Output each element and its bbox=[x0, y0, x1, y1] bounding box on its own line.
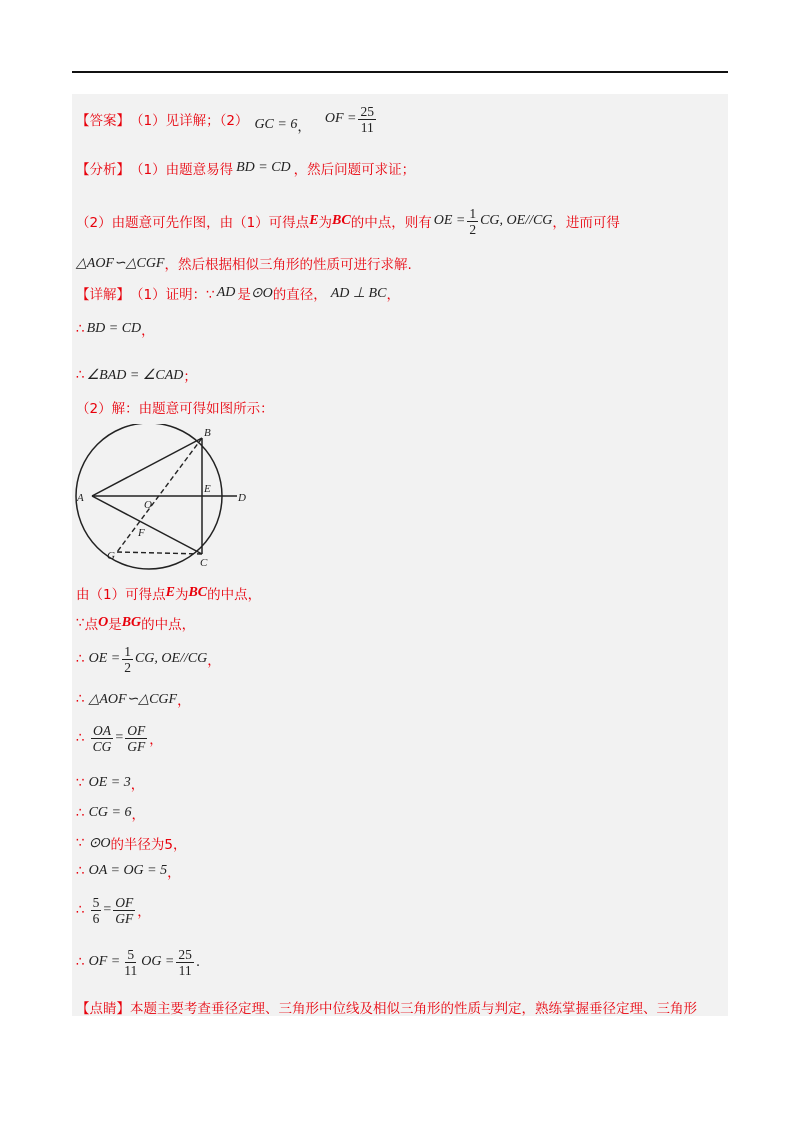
step-1-c: 的中点， bbox=[207, 587, 262, 603]
step-3-half bbox=[122, 644, 133, 675]
because-symbol: ∵ bbox=[76, 615, 85, 631]
because-symbol: ∵ bbox=[76, 835, 85, 851]
detail-solution-intro: （2）解：由题意可得如图所示： bbox=[76, 401, 274, 417]
detail-comma: ， bbox=[141, 323, 155, 339]
label-d: D bbox=[238, 492, 246, 504]
step-1-bc: BC bbox=[188, 585, 208, 600]
step-11-d2: 11 bbox=[178, 962, 192, 978]
step-4 bbox=[76, 688, 191, 710]
therefore-symbol: ∴ bbox=[76, 805, 85, 821]
detail-line-2 bbox=[76, 316, 155, 342]
step-5-d2: GF bbox=[127, 738, 146, 754]
step-2-o: O bbox=[98, 615, 109, 630]
step-10-frac-1 bbox=[91, 895, 102, 926]
comma: ， bbox=[167, 865, 181, 881]
label-f: F bbox=[138, 527, 145, 539]
detail-proof-d: ， bbox=[386, 287, 400, 303]
comment-line bbox=[76, 996, 697, 1018]
period: . bbox=[195, 954, 201, 970]
step-1 bbox=[76, 582, 261, 604]
detail-tag: 【详解】 bbox=[76, 287, 130, 303]
step-3-lhs: OE = bbox=[88, 651, 121, 666]
answer-of-lhs: OF = bbox=[324, 111, 357, 126]
detail-ad: AD bbox=[216, 285, 236, 300]
step-8-circle: ⊙O bbox=[88, 835, 111, 851]
step-2-c: 的中点， bbox=[141, 617, 196, 633]
therefore-symbol: ∴ bbox=[76, 730, 85, 746]
step-5-frac-1 bbox=[91, 723, 114, 754]
analysis-p1-a: （1）由题意易得 bbox=[130, 162, 234, 178]
step-9-oa-og: OA = OG = 5 bbox=[88, 863, 168, 878]
step-10-n1: 5 bbox=[92, 894, 100, 910]
analysis-p2-b: 为 bbox=[318, 215, 333, 231]
step-6-oe: OE = 3 bbox=[88, 775, 131, 790]
geometry-figure bbox=[74, 424, 254, 574]
header-rule bbox=[72, 71, 728, 73]
answer-of-den: 11 bbox=[360, 119, 374, 135]
step-11-frac-2 bbox=[176, 947, 194, 978]
step-5-n2: OF bbox=[127, 722, 146, 738]
step-3-rhs: CG, OE//CG bbox=[134, 651, 208, 666]
segment-ab bbox=[92, 438, 202, 496]
analysis-half-num: 1 bbox=[469, 205, 477, 221]
step-5 bbox=[76, 718, 163, 758]
step-4-similar: △AOF∽△CGF bbox=[88, 691, 178, 707]
segment-bg-dashed bbox=[117, 438, 202, 552]
comma: ， bbox=[149, 732, 163, 748]
analysis-line-3 bbox=[76, 252, 412, 274]
analysis-p2-c: 的中点，则有 bbox=[350, 215, 432, 231]
step-11-mid: OG = bbox=[141, 954, 175, 969]
answer-of-fraction bbox=[358, 104, 376, 135]
step-1-e: E bbox=[165, 585, 175, 600]
step-6 bbox=[76, 772, 144, 794]
comma: ， bbox=[137, 904, 151, 920]
detail-line-1 bbox=[76, 282, 400, 304]
analysis-p2-d: ，进而可得 bbox=[552, 215, 620, 231]
step-11-lhs: OF = bbox=[88, 954, 121, 969]
step-10-d2: GF bbox=[115, 910, 134, 926]
step-8 bbox=[76, 832, 187, 854]
because-symbol: ∵ bbox=[76, 775, 85, 791]
comma: ， bbox=[207, 653, 221, 669]
comment-text: 本题主要考查垂径定理、三角形中位线及相似三角形的性质与判定，熟练掌握垂径定理、三角形 bbox=[130, 1001, 697, 1017]
therefore-symbol: ∴ bbox=[76, 367, 85, 383]
comma: ， bbox=[130, 777, 145, 793]
therefore-symbol: ∴ bbox=[76, 651, 85, 667]
label-g: G bbox=[107, 550, 115, 562]
label-o: O bbox=[144, 499, 152, 511]
step-1-a: 由（1）可得点 bbox=[76, 587, 166, 603]
step-2 bbox=[76, 612, 195, 634]
step-8-radius: 的半径为5， bbox=[110, 837, 187, 853]
step-2-bg: BG bbox=[121, 615, 142, 630]
detail-line-4 bbox=[76, 396, 274, 418]
step-10-n2: OF bbox=[115, 894, 134, 910]
step-11-d1: 11 bbox=[124, 962, 138, 978]
answer-of-num: 25 bbox=[360, 103, 374, 119]
label-b: B bbox=[204, 427, 211, 439]
step-11 bbox=[76, 942, 200, 982]
answer-line bbox=[76, 102, 378, 136]
step-5-d1: CG bbox=[92, 738, 112, 754]
step-3 bbox=[76, 640, 221, 678]
analysis-p2-a: （2）由题意可先作图，由（1）可得点 bbox=[76, 215, 310, 231]
therefore-symbol: ∴ bbox=[76, 954, 85, 970]
analysis-oe-lhs: OE = bbox=[433, 213, 466, 228]
analysis-half-den: 2 bbox=[469, 221, 477, 237]
therefore-symbol: ∴ bbox=[76, 691, 85, 707]
analysis-bc: BC bbox=[332, 213, 351, 228]
label-c: C bbox=[200, 557, 208, 569]
step-9 bbox=[76, 860, 181, 882]
detail-proof-b: 是 bbox=[237, 287, 251, 303]
analysis-arc-eq: BD = CD bbox=[236, 160, 291, 175]
step-11-frac-1 bbox=[122, 947, 139, 978]
step-10-frac-2 bbox=[113, 895, 135, 926]
segment-gc-dashed bbox=[117, 552, 202, 554]
step-3-den: 2 bbox=[124, 659, 131, 675]
analysis-similar: △AOF∽△CGF bbox=[76, 255, 165, 271]
step-10-d1: 6 bbox=[92, 910, 100, 926]
therefore-symbol: ∴ bbox=[76, 902, 85, 918]
analysis-p2-e: ，然后根据相似三角形的性质可进行求解. bbox=[164, 257, 412, 273]
step-10-eq: = bbox=[103, 902, 112, 917]
analysis-line-1 bbox=[76, 154, 415, 182]
step-5-n1: OA bbox=[92, 722, 111, 738]
step-2-b: 是 bbox=[108, 617, 122, 633]
step-5-eq: = bbox=[115, 730, 124, 745]
detail-angle-eq: ∠BAD = ∠CAD bbox=[86, 367, 184, 383]
step-5-frac-2 bbox=[125, 723, 147, 754]
detail-circle-o: ⊙O bbox=[250, 285, 273, 301]
analysis-line-2 bbox=[76, 204, 620, 238]
label-e: E bbox=[204, 483, 211, 495]
step-11-n2: 25 bbox=[178, 946, 192, 962]
step-3-num: 1 bbox=[124, 643, 131, 659]
analysis-half bbox=[467, 206, 478, 237]
analysis-p1-b: ，然后问题可求证； bbox=[293, 162, 416, 178]
comma: ， bbox=[131, 807, 145, 823]
comma: ， bbox=[177, 693, 191, 709]
step-2-a: 点 bbox=[84, 617, 99, 633]
comment-tag: 【点睛】 bbox=[76, 1001, 130, 1017]
label-a: A bbox=[77, 492, 84, 504]
step-1-b: 为 bbox=[174, 587, 189, 603]
detail-semicolon: ； bbox=[183, 369, 197, 385]
step-10 bbox=[76, 890, 151, 930]
step-7 bbox=[76, 802, 145, 824]
detail-arc-eq: BD = CD bbox=[86, 321, 142, 336]
therefore-symbol: ∴ bbox=[76, 321, 85, 337]
analysis-point-e: E bbox=[309, 213, 319, 228]
detail-line-3 bbox=[76, 364, 197, 386]
step-7-cg: CG = 6 bbox=[88, 805, 132, 820]
detail-proof-a: （1）证明：∵ bbox=[130, 287, 215, 303]
step-11-n1: 5 bbox=[127, 946, 135, 962]
detail-proof-c: 的直径， bbox=[272, 287, 327, 303]
answer-part1: （1）见详解；（2） bbox=[130, 113, 249, 129]
answer-gc: GC = 6 bbox=[254, 117, 298, 132]
therefore-symbol: ∴ bbox=[76, 863, 85, 879]
answer-tag: 【答案】 bbox=[76, 113, 130, 129]
answer-comma: ， bbox=[297, 119, 311, 135]
detail-ad-perp: AD ⊥ BC bbox=[330, 285, 387, 301]
analysis-oe-rhs: CG, OE//CG bbox=[480, 213, 553, 228]
analysis-tag: 【分析】 bbox=[76, 162, 130, 178]
